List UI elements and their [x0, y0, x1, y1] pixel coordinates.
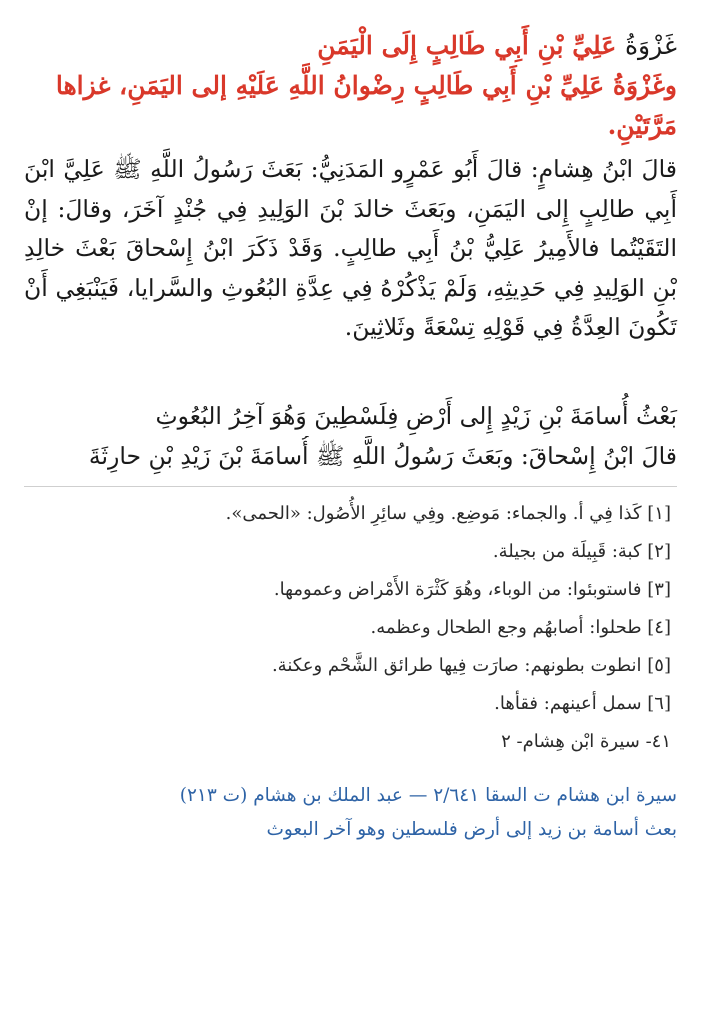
footnote-1: [١] كَذا فِي أ. والجماء: مَوضِع. وفِي سائِرِ الأُصُول: «الحمى». [225, 502, 671, 524]
next-section [24, 396, 677, 476]
chapter-heading [24, 26, 677, 66]
chapter-body-paragraph: قالَ ابْنُ هِشامٍ: قالَ أَبُو عَمْرٍو المَدَنِيُّ: بَعَثَ رَسُولُ اللَّهِ ﷺ عَلِيَّ ابْنَ أَبِي طالِبٍ إِلى اليَمَنِ، وبَعَثَ خالدَ بْنَ الوَلِيدِ فِي جُنْدٍ آخَرَ، وقالَ: إنْ التَقَيْتُما فالأَمِيرُ عَلِيُّ بْنُ أَبِي طالِبٍ. وَقَدْ ذَكَرَ ابْنُ إِسْحاقَ بَعْثَ خالِدِ بْنِ الوَلِيدِ فِي حَدِيثِهِ، وَلَمْ يَذْكُرْهُ فِي عِدَّةِ البُعُوثِ والسَّرايا، فَيَنْبَغِي أَنْ تَكُونَ العِدَّةُ فِي قَوْلِهِ تِسْعَةً وثَلاثِينَ. [24, 155, 677, 341]
source-book-link[interactable]: سيرة ابن هشام ت السقا ٢/٦٤١ — عبد الملك بن هشام (ت ٢١٣) [179, 784, 677, 806]
source-chapter-link[interactable]: بعث أسامة بن زيد إلى أرض فلسطين وهو آخر البعوث [266, 818, 677, 840]
footnote-divider [24, 486, 677, 487]
footnote-5: [٥] انطوت بطونهم: صارَت فِيها طرائق الشَّحْم وعكنة. [271, 654, 671, 676]
page-signature: ٤١- سيرة ابْن هِشام- ٢ [501, 730, 671, 752]
footnotes-list [24, 495, 671, 723]
footnote-3: [٣] فاستوبئوا: من الوباء، وهُوَ كَثْرَة الأَمْراض وعمومها. [273, 578, 671, 600]
chapter-heading-title: عَلِيِّ بْنِ أَبِي طَالِبٍ إِلَى الْيَمَنِ [317, 31, 617, 60]
chapter-heading-prefix: غَزْوَةُ [624, 31, 677, 60]
source-citation [24, 779, 677, 847]
next-section-title: بَعْثُ أُسامَةَ بْنِ زَيْدٍ إِلى أَرْضِ فِلَسْطِينَ وَهُوَ آخِرُ البُعُوثِ [155, 401, 677, 430]
footnote-4: [٤] طحلوا: أصابهُم وجع الطحال وعظمه. [370, 616, 671, 638]
footnote-2: [٢] كبة: قَبِيلَة من بجيلة. [492, 540, 671, 562]
next-section-first-line: قالَ ابْنُ إِسْحاقَ: وبَعَثَ رَسُولُ اللَّهِ ﷺ أُسامَةَ بْنَ زَيْدِ بْنِ حارِثَةَ [88, 441, 677, 470]
chapter-subheading: وغَزْوَةُ عَلِيِّ بْنِ أَبِي طَالِبٍ رِضْوانُ اللَّهِ عَلَيْهِ إلى اليَمَنِ، غزاها مَرَّتَيْنِ. [55, 71, 677, 140]
footnote-6: [٦] سمل أعينهم: فقأها. [494, 692, 671, 714]
